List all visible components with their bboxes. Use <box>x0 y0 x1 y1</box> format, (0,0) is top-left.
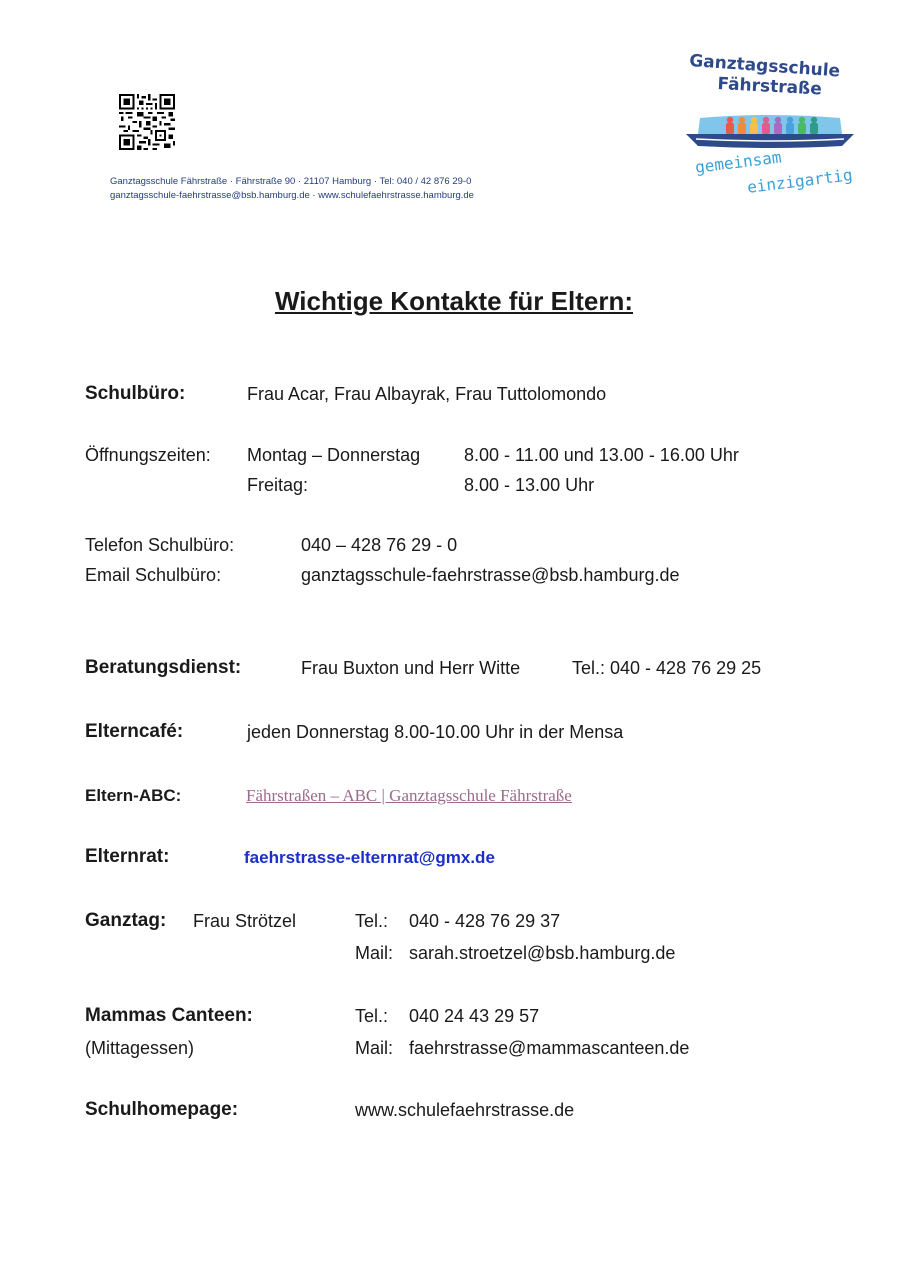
beratung-label: Beratungsdienst: <box>85 657 242 678</box>
canteen-mail-label: Mail: <box>355 1038 394 1058</box>
logo-figure-head <box>775 117 781 123</box>
homepage-url: www.schulefaehrstrasse.de <box>355 1100 575 1120</box>
beratung-names: Frau Buxton und Herr Witte <box>301 658 521 678</box>
logo-tagline-2: einzigartig <box>746 165 854 197</box>
ganztag-label: Ganztag: <box>85 910 167 931</box>
logo-figure-body <box>726 123 734 134</box>
phone-value: 040 – 428 76 29 - 0 <box>301 535 458 555</box>
logo-figure-head <box>763 117 769 123</box>
eltern-abc-label: Eltern-ABC: <box>85 786 182 805</box>
eltern-abc-link[interactable]: Fährstraßen – ABC | Ganztagsschule Fährstraße <box>246 786 572 805</box>
canteen-label: Mammas Canteen: <box>85 1005 253 1026</box>
logo-figure-head <box>739 117 745 123</box>
logo-figure-head <box>811 117 817 123</box>
opening-time-friday: 8.00 - 13.00 Uhr <box>464 475 595 495</box>
elterncafe-text: jeden Donnerstag 8.00-10.00 Uhr in der Mensa <box>247 722 624 742</box>
logo-title-line2: Fährstraße <box>716 74 823 100</box>
logo-title-line1: Ganztagsschule <box>688 51 841 82</box>
logo-figure-body <box>738 123 746 134</box>
school-contact-line: ganztagsschule-faehrstrasse@bsb.hamburg.de · www.schulefaehrstrasse.hamburg.de <box>110 190 474 201</box>
beratung-phone: Tel.: 040 - 428 76 29 25 <box>572 658 762 678</box>
elternrat-label: Elternrat: <box>85 846 170 867</box>
logo-figure-head <box>727 117 733 123</box>
logo-figure-body <box>750 123 758 134</box>
elterncafe-label: Elterncafé: <box>85 721 184 742</box>
phone-label: Telefon Schulbüro: <box>85 535 235 555</box>
email-label: Email Schulbüro: <box>85 565 222 585</box>
school-address-line: Ganztagsschule Fährstraße · Fährstraße 90 · 21107 Hamburg · Tel: 040 / 42 876 29-0 <box>110 176 472 187</box>
opening-day-weekdays: Montag – Donnerstag <box>247 445 421 465</box>
logo-figure-body <box>762 123 770 134</box>
logo-boat-figures <box>686 110 854 150</box>
ganztag-mail: sarah.stroetzel@bsb.hamburg.de <box>409 943 676 963</box>
schulbuero-label: Schulbüro: <box>85 383 186 404</box>
logo-figure-head <box>751 117 757 123</box>
canteen-mail: faehrstrasse@mammascanteen.de <box>409 1038 690 1058</box>
logo-figure-body <box>786 123 794 134</box>
canteen-sub: (Mittagessen) <box>85 1038 195 1058</box>
ganztag-name: Frau Strötzel <box>193 911 297 931</box>
canteen-tel: 040 24 43 29 57 <box>409 1006 540 1026</box>
ganztag-mail-label: Mail: <box>355 943 394 963</box>
opening-day-friday: Freitag: <box>247 475 309 495</box>
logo-figure-body <box>798 123 806 134</box>
opening-time-weekdays: 8.00 - 11.00 und 13.00 - 16.00 Uhr <box>464 445 739 465</box>
elternrat-email-link[interactable]: faehrstrasse-elternrat@gmx.de <box>244 848 495 867</box>
logo-figure-body <box>810 123 818 134</box>
ganztag-tel: 040 - 428 76 29 37 <box>409 911 561 931</box>
qr-code <box>119 94 175 150</box>
opening-hours-label: Öffnungszeiten: <box>85 445 211 465</box>
logo-figure-body <box>774 123 782 134</box>
canteen-tel-label: Tel.: <box>355 1006 389 1026</box>
email-value: ganztagsschule-faehrstrasse@bsb.hamburg.de <box>301 565 680 585</box>
homepage-label: Schulhomepage: <box>85 1099 239 1120</box>
schulbuero-names: Frau Acar, Frau Albayrak, Frau Tuttolomondo <box>247 384 607 404</box>
page-title: Wichtige Kontakte für Eltern: <box>274 286 633 316</box>
ganztag-tel-label: Tel.: <box>355 911 389 931</box>
logo-figure-head <box>787 117 793 123</box>
logo-figure-head <box>799 117 805 123</box>
logo-tagline-1: gemeinsam <box>694 147 783 177</box>
